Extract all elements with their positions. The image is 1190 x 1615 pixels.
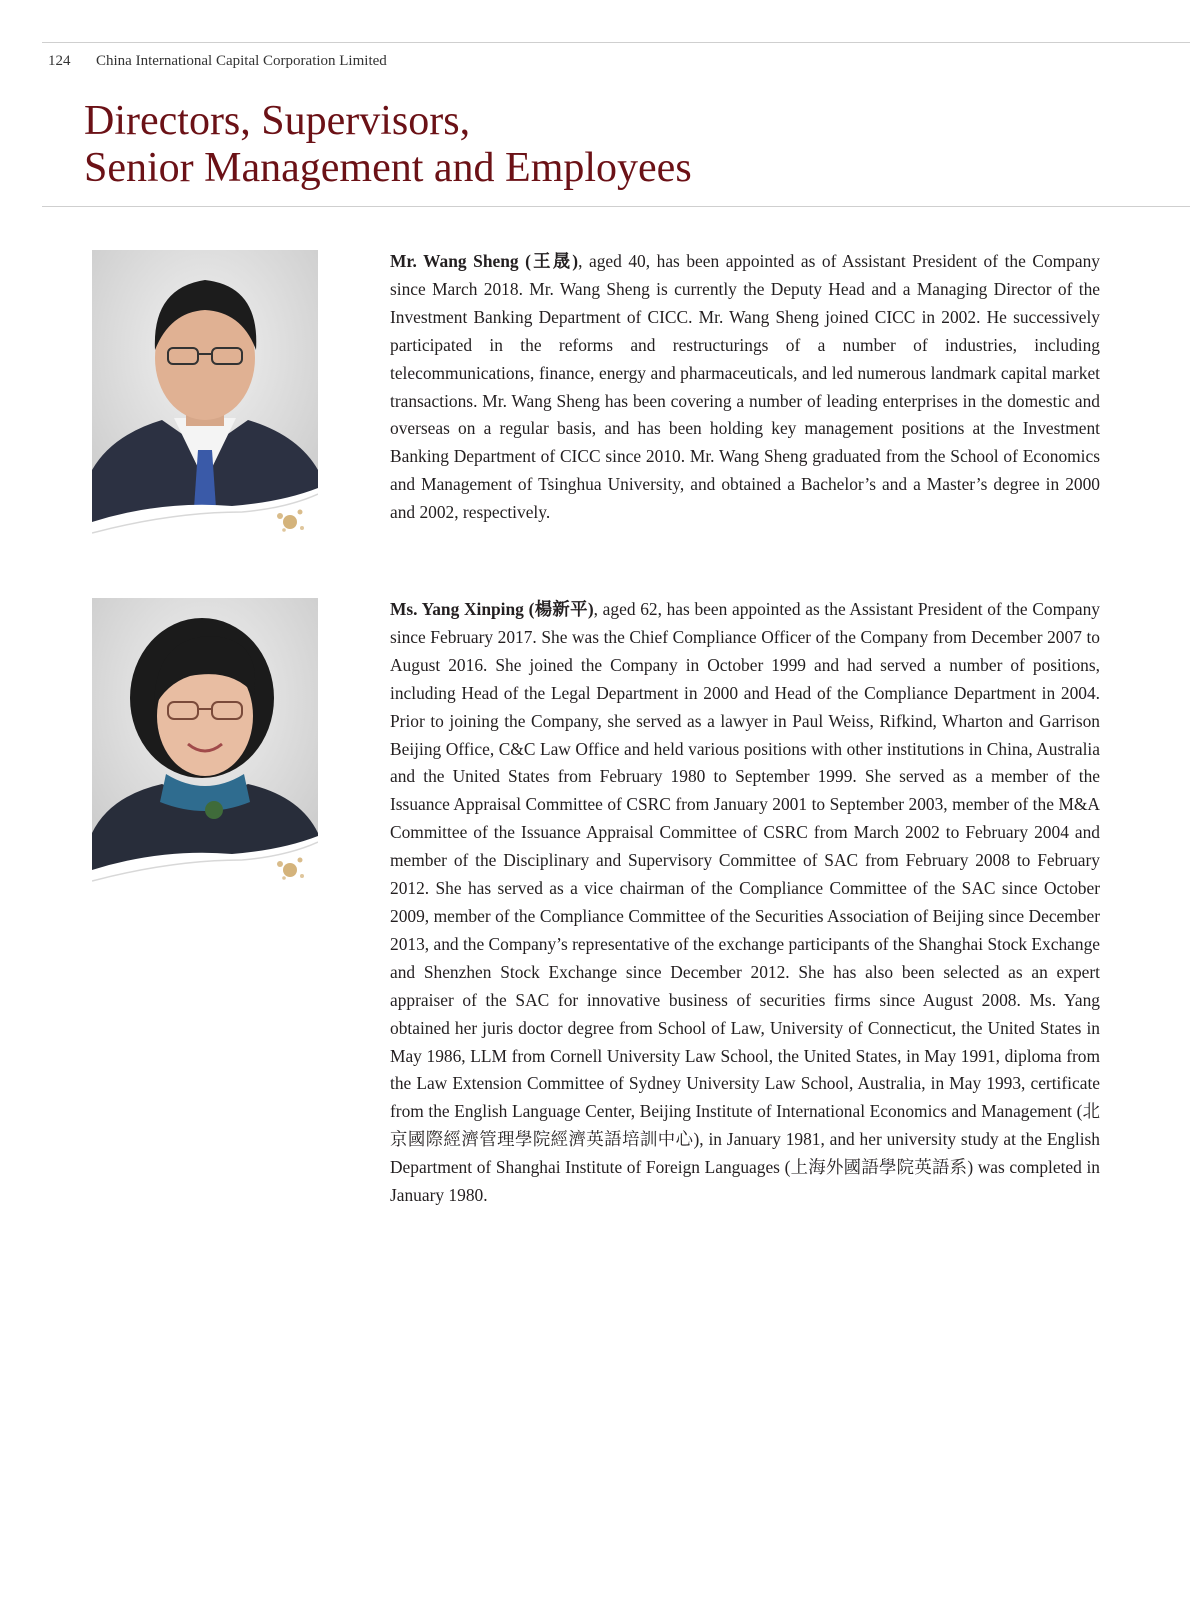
page-title-line-1: Directors, Supervisors, xyxy=(84,98,471,144)
bio-yang-xinping xyxy=(390,596,1100,1210)
bio-chinese-name: (王晟) xyxy=(525,251,579,271)
portrait-yang-xinping xyxy=(92,598,318,888)
header-rule xyxy=(42,42,1190,43)
page-number: 124 xyxy=(48,53,71,69)
portrait-wang-sheng xyxy=(92,250,318,540)
bio-text: , aged 40, has been appointed as of Assistant President of the Company since March 2018. Mr. Wang Sheng is currently the Deputy Head and a Managing Director of the Investment Banking Department of CICC. Mr. Wang Sheng joined CICC in 2002. He successively participated in the reforms and restructurings of a number of industries, including telecommunications, finance, energy and pharmaceuticals, and led numerous landmark capital market transactions. Mr. Wang Sheng has been covering a number of leading enterprises in the domestic and overseas on a regular basis, and has been holding key management positions at the Investment Banking Department of CICC since 2010. Mr. Wang Sheng graduated from the School of Economics and Management of Tsinghua University, and obtained a Bachelor’s and a Master’s degree in 2000 and 2002, respectively. xyxy=(390,251,1100,523)
page-title xyxy=(84,98,692,192)
page-title-line-2: Senior Management and Employees xyxy=(84,145,692,191)
bio-wang-sheng xyxy=(390,248,1100,527)
bio-chinese-name: (楊新平) xyxy=(528,599,594,619)
bio-text: , aged 62, has been appointed as the Assistant President of the Company since February 2017. She was the Chief Compliance Officer of the Company from December 2007 to August 2016. She joined the Company in October 1999 and had served a number of positions, including Head of the Legal Department in 2000 and Head of the Compliance Department in 2004. Prior to joining the Company, she served as a lawyer in Paul Weiss, Rifkind, Wharton and Garrison Beijing Office, C&C Law Office and held various positions with other institutions in China, Australia and the United States from February 1980 to September 1999. She served as a member of the Issuance Appraisal Committee of CSRC from January 2001 to September 2003, member of the M&A Committee of the Issuance Appraisal Committee of CSRC from March 2002 to February 2004 and member of the Disciplinary and Supervisory Committee of SAC from February 2008 to February 2012. She has served as a vice chairman of the Compliance Committee of the SAC since October 2009, member of the Compliance Committee of the Securities Association of Beijing since December 2013, and the Company’s representative of the exchange participants of the Shanghai Stock Exchange and Shenzhen Stock Exchange since December 2012. She has also been selected as an expert appraiser of the SAC for innovative business of securities firms since August 2008. Ms. Yang obtained her juris doctor degree from School of Law, University of Connecticut, the United States in May 1986, LLM from Cornell University Law School, the United States, in May 1991, diploma from the Law Extension Committee of Sydney University Law School, Australia, in May 1993, certificate from the English Language Center, Beijing Institute of International Economics and Management (北京國際經濟管理學院經濟英語培訓中心), in January 1981, and her university study at the English Department of Shanghai Institute of Foreign Languages (上海外國語學院英語系) was completed in January 1980. xyxy=(390,599,1100,1206)
bio-name: Ms. Yang Xinping xyxy=(390,599,524,619)
bio-name: Mr. Wang Sheng xyxy=(390,251,519,271)
running-header xyxy=(48,53,387,70)
title-rule xyxy=(42,206,1190,207)
company-name: China International Capital Corporation Limited xyxy=(96,53,387,69)
